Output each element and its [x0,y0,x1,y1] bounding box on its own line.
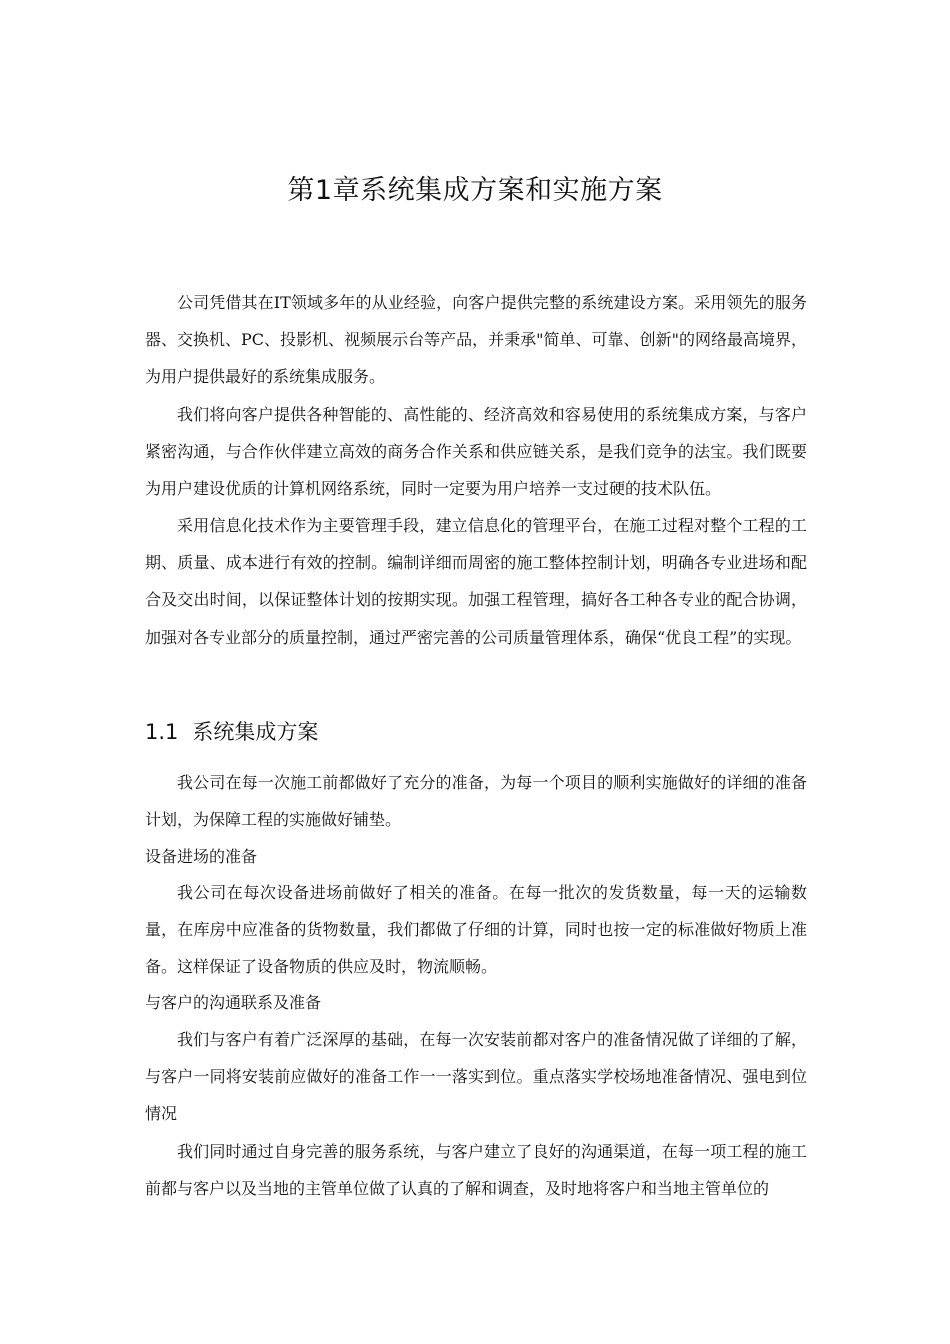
intro-paragraph-1: 公司凭借其在IT领域多年的从业经验，向客户提供完整的系统建设方案。采用领先的服务器、交换机、PC、投影机、视频展示台等产品，并秉承"简单、可靠、创新"的网络最高境界，为用户提供最好的系统集成服务。 [145,293,807,387]
section-number: 1.1 [145,720,179,744]
section-paragraph-3: 我们与客户有着广泛深厚的基础，在每一次安装前都对客户的准备情况做了详细的了解，与客户一同将安装前应做好的准备工作一一落实到位。重点落实学校场地准备情况、强电到位情况 [145,1030,807,1124]
intro-paragraph-3: 采用信息化技术作为主要管理手段，建立信息化的管理平台，在施工过程对整个工程的工期、质量、成本进行有效的控制。编制详细而周密的施工整体控制计划，明确各专业进场和配合及交出时间，以保证整体计划的按期实现。加强工程管理，搞好各工种各专业的配合协调，加强对各专业部分的质量控制，通过严密完善的公司质量管理体系，确保“优良工程”的实现。 [145,516,807,647]
section-paragraph-4: 我们同时通过自身完善的服务系统，与客户建立了良好的沟通渠道，在每一项工程的施工前都与客户以及当地的主管单位做了认真的了解和调查，及时地将客户和当地主管单位的 [145,1142,807,1199]
subsection-label-client: 与客户的沟通联系及准备 [145,993,322,1012]
section-heading [145,716,318,746]
section-paragraph-2: 我公司在每次设备进场前做好了相关的准备。在每一批次的发货数量，每一天的运输数量，在库房中应准备的货物数量，我们都做了仔细的计算，同时也按一定的标准做好物质上准备。这样保证了设备物质的供应及时，物流顺畅。 [145,883,807,977]
chapter-title: 第1章系统集成方案和实施方案 [287,175,663,206]
intro-paragraph-2: 我们将向客户提供各种智能的、高性能的、经济高效和容易使用的系统集成方案，与客户紧密沟通，与合作伙伴建立高效的商务合作关系和供应链关系，是我们竞争的法宝。我们既要为用户建设优质的计算机网络系统，同时一定要为用户培养一支过硬的技术队伍。 [145,405,807,499]
section-title: 系统集成方案 [192,720,319,744]
subsection-label-equipment: 设备进场的准备 [145,847,258,866]
section-paragraph-1: 我公司在每一次施工前都做好了充分的准备，为每一个项目的顺利实施做好的详细的准备计划，为保障工程的实施做好铺垫。 [145,773,807,830]
